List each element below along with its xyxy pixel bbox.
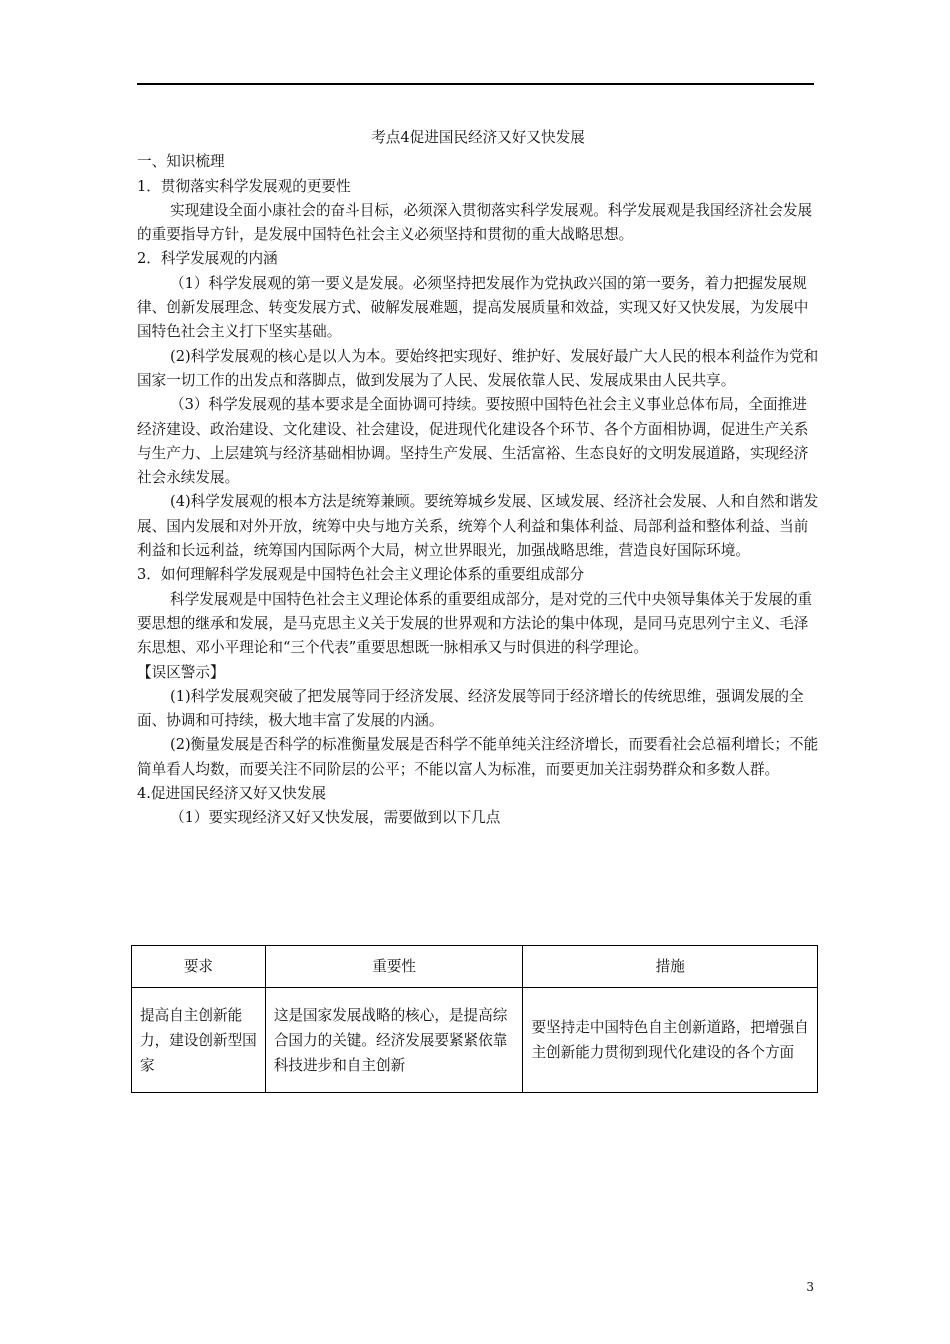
table-cell: 提高自主创新能力，建设创新型国家 bbox=[132, 988, 266, 1093]
paragraph: 实现建设全面小康社会的奋斗目标，必须深入贯彻落实科学发展观。科学发展观是我国经济社会发展的重要指导方针，是发展中国特色社会主义必须坚持和贯彻的重大战略思想。 bbox=[137, 201, 813, 244]
table-header-cell: 要求 bbox=[132, 946, 266, 988]
paragraph: (2)科学发展观的核心是以人为本。要始终把实现好、维护好、发展好最广大人民的根本利益作为党和国家一切工作的出发点和落脚点，做到发展为了人民、发展依靠人民、发展成果由人民共享。 bbox=[137, 347, 819, 389]
paragraph: (2)衡量发展是否科学的标准衡量发展是否科学不能单纯关注经济增长，而要看社会总福利增长；不能简单看人均数，而要关注不同阶层的公平；不能以富人为标准，而要更加关注弱势群众和多数人群。 bbox=[137, 736, 819, 778]
page-number: 3 bbox=[806, 1280, 814, 1294]
paragraph: 4.促进国民经济又好又快发展 bbox=[137, 785, 327, 803]
paragraph: （3）科学发展观的基本要求是全面协调可持续。要按照中国特色社会主义事业总体布局，全面推进经济建设、政治建设、文化建设、社会建设，促进现代化建设各个环节、各个方面相协调，促进生产关系与生产力、上层建筑与经济基础相协调。坚持生产发展、生活富裕、生态良好的文明发展道路，实现经济社会永续发展。 bbox=[137, 396, 809, 487]
paragraph: 【误区警示】 bbox=[137, 663, 225, 681]
paragraph: （1）科学发展观的第一要义是发展。必须坚持把发展作为党执政兴国的第一要务，着力把握发展规律、创新发展理念、转变发展方式、破解发展难题，提高发展质量和效益，实现又好又快发展，为发展中国特色社会主义打下坚实基础。 bbox=[137, 274, 809, 341]
paragraph: 3．如何理解科学发展观是中国特色社会主义理论体系的重要组成部分 bbox=[137, 566, 585, 584]
paragraph: (1)科学发展观突破了把发展等同于经济发展、经济发展等同于经济增长的传统思维，强调发展的全面、协调和可持续，极大地丰富了发展的内涵。 bbox=[137, 687, 804, 730]
paragraph: （1）要实现经济又好又快发展，需要做到以下几点 bbox=[170, 809, 501, 827]
document-body bbox=[137, 126, 819, 831]
table-row bbox=[132, 988, 818, 1093]
table-header-cell: 重要性 bbox=[265, 946, 523, 988]
table-header-row bbox=[132, 946, 818, 988]
header-rule bbox=[137, 83, 814, 85]
paragraph: 1．贯彻落实科学发展观的更要性 bbox=[137, 177, 351, 195]
table-header-cell: 措施 bbox=[523, 946, 818, 988]
paragraph: (4)科学发展观的根本方法是统筹兼顾。要统筹城乡发展、区域发展、经济社会发展、人和自然和谐发展、国内发展和对外开放，统筹中央与地方关系，统筹个人利益和集体利益、局部利益和整体利益、当前利益和长远利益，统筹国内国际两个大局，树立世界眼光，加强战略思维，营造良好国际环境。 bbox=[137, 493, 819, 560]
paragraph: 2．科学发展观的内涵 bbox=[137, 250, 278, 268]
paragraph-list bbox=[137, 150, 819, 830]
table-cell: 要坚持走中国特色自主创新道路，把增强自主创新能力贯彻到现代化建设的各个方面 bbox=[523, 988, 818, 1093]
paragraph: 科学发展观是中国特色社会主义理论体系的重要组成部分，是对党的三代中央领导集体关于发展的重要思想的继承和发展，是马克思主义关于发展的世界观和方法论的集中体现，是同马克思列宁主义、毛泽东思想、邓小平理论和“三个代表”重要思想既一脉相承又与时俱进的科学理论。 bbox=[137, 590, 813, 657]
table-cell: 这是国家发展战略的核心，是提高综合国力的关键。经济发展要紧紧依靠科技进步和自主创新 bbox=[265, 988, 523, 1093]
paragraph: 一、知识梳理 bbox=[137, 153, 225, 171]
measures-table bbox=[131, 945, 818, 1093]
document-title: 考点4促进国民经济又好又快发展 bbox=[371, 129, 585, 146]
